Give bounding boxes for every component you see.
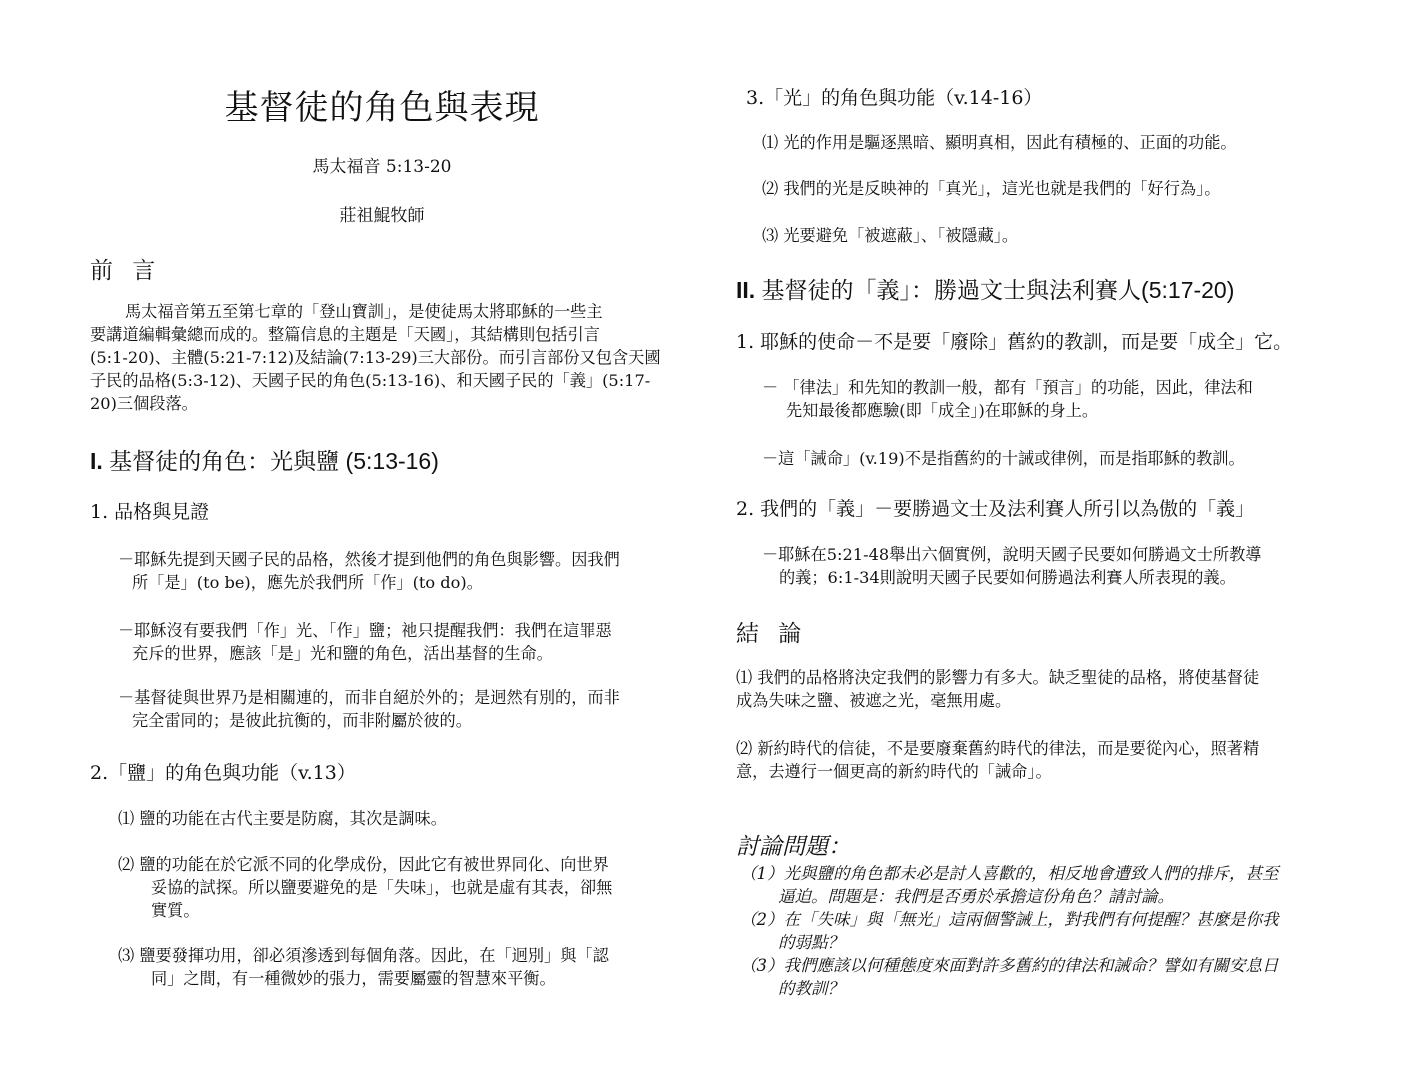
page-title: 基督徒的角色與表現 [224,88,540,128]
line: （2）在「失味」與「無光」這兩個警誡上，對我們有何提醒？甚麼是你我 [740,910,1279,929]
line: ⑶ 鹽要發揮功用，卻必須滲透到每個角落。因此，在「迥別」與「認 [118,946,609,965]
line: 意，去遵行一個更高的新約時代的「誡命」。 [736,762,1052,781]
line: ⑴ 鹽的功能在古代主要是防腐，其次是調味。 [118,809,447,828]
line: －這「誡命」(v.19)不是指舊約的十誡或律例，而是指耶穌的教訓。 [762,449,1245,468]
intro-paragraph [90,300,661,415]
list-item: ⑶ 光要避免「被遮蔽」、「被隱藏」。 [762,226,1019,245]
line: ⑵ 新約時代的信徒，不是要廢棄舊約時代的律法，而是要從內心，照著精 [736,739,1260,758]
line: ⑴ 我們的品格將決定我們的影響力有多大。缺乏聖徒的品格，將使基督徒 [736,668,1260,687]
list-item: ⑴ 光的作用是驅逐黑暗、顯明真相，因此有積極的、正面的功能。 [762,133,1237,152]
line: 的弱點？ [778,933,844,952]
line: 逼迫。問題是：我們是否勇於承擔這份角色？請討論。 [778,887,1174,906]
author: 莊祖鯤牧師 [339,206,425,226]
list-item [118,619,612,665]
discussion-list [740,862,1279,1000]
question [740,908,1279,954]
section-2-number: II. [736,277,756,303]
intro-heading: 前 言 [90,258,162,284]
section-2-heading [736,272,1234,305]
line: 先知最後都應驗(即「成全」)在耶穌的身上。 [786,401,1099,420]
line: －耶穌沒有要我們「作」光、「作」鹽；祂只提醒我們：我們在這罪惡 [118,621,612,640]
intro-line: (5:1-20)、主體(5:21-7:12)及結論(7:13-29)三大部份。而引言部份又包含天國 [90,348,661,367]
list-item [118,686,620,732]
section-1-title: 基督徒的角色：光與鹽 (5:13-16) [102,448,439,474]
line: （3）我們應該以何種態度來面對許多舊約的律法和誡命？譬如有關安息日 [740,956,1279,975]
line: 所「是」(to be)，應先於我們所「作」(to do)。 [132,573,483,592]
line: 完全雷同的；是彼此抗衡的，而非附屬於彼的。 [132,711,472,730]
intro-line: 20)三個段落。 [90,394,198,413]
line: 充斥的世界，應該「是」光和鹽的角色，活出基督的生命。 [132,644,553,663]
section-1-heading [90,443,439,476]
list-item [118,853,612,922]
list-item [118,944,609,990]
list-item [118,807,447,830]
line: 同」之間，有一種微妙的張力，需要屬靈的智慧來平衡。 [151,969,556,988]
section-1-sub-3-title: 3.「光」的角色與功能（v.14-16） [746,87,1043,109]
section-1-sub-2-title: 2.「鹽」的角色與功能（v.13） [90,762,356,784]
scripture-reference: 馬太福音 5:13-20 [312,157,452,177]
list-item: ⑵ 我們的光是反映神的「真光」，這光也就是我們的「好行為」。 [762,179,1221,198]
section-2-sub-1-title: 1. 耶穌的使命－不是要「廢除」舊約的教訓，而是要「成全」它。 [736,331,1293,353]
line: 的義；6:1-34則說明天國子民要如何勝過法利賽人所表現的義。 [779,568,1236,587]
list-item [762,543,1261,589]
section-2-title: 基督徒的「義」：勝過文士與法利賽人(5:17-20) [755,277,1235,303]
line: － 「律法」和先知的教訓一般，都有「預言」的功能，因此，律法和 [762,378,1253,397]
line: 成為失味之鹽、被遮之光，毫無用處。 [736,691,1012,710]
line: ⑵ 鹽的功能在於它派不同的化學成份，因此它有被世界同化、向世界 [118,855,609,874]
line: 實質。 [151,901,200,920]
line: －基督徒與世界乃是相關連的，而非自絕於外的；是迥然有別的，而非 [118,688,620,707]
list-item [762,376,1253,422]
section-1-sub-1-title: 1. 品格與見證 [90,501,210,523]
section-2-sub-2-title: 2. 我們的「義」－要勝過文士及法利賽人所引以為傲的「義」 [736,498,1255,520]
intro-line: 馬太福音第五至第七章的「登山寶訓」，是使徒馬太將耶穌的一些主 [125,302,603,321]
discussion-heading: 討論問題： [736,834,851,860]
question [740,954,1279,1000]
line: （1）光與鹽的角色都未必是討人喜歡的，相反地會遭致人們的排斥，甚至 [740,864,1279,883]
list-item [736,737,1259,783]
intro-line: 子民的品格(5:3-12)、天國子民的角色(5:13-16)、和天國子民的「義」(5:17- [90,371,651,390]
list-item [736,666,1259,712]
list-item [762,447,1245,470]
line: 的教訓？ [778,979,844,998]
conclusion-heading: 結 論 [736,621,808,647]
line: －耶穌在5:21-48舉出六個實例，說明天國子民要如何勝過文士所教導 [762,545,1262,564]
line: －耶穌先提到天國子民的品格，然後才提到他們的角色與影響。因我們 [118,550,620,569]
section-1-number: I. [90,448,103,474]
intro-line: 要講道編輯彙總而成的。整篇信息的主題是「天國」，其結構則包括引言 [90,325,600,344]
line: 妥協的試探。所以鹽要避免的是「失味」，也就是虛有其表，卻無 [151,878,613,897]
question [740,862,1279,908]
list-item [118,548,620,594]
